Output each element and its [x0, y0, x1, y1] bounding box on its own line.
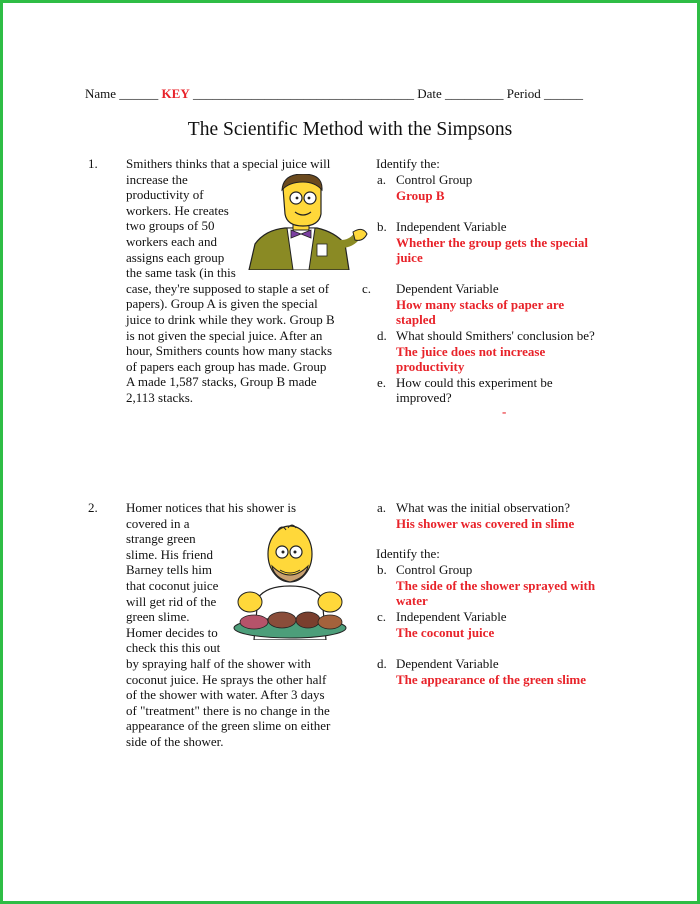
q2-scenario-line: side of the shower.: [126, 734, 224, 749]
q1-b-answer-line1: Whether the group gets the special: [396, 235, 588, 250]
q1-scenario-line: 2,113 stacks.: [126, 390, 194, 405]
q2-scenario-line: green slime.: [126, 609, 190, 625]
q2-d-letter: d.: [377, 656, 387, 671]
q1-c-prompt: Dependent Variable: [396, 281, 499, 296]
date-label: Date: [417, 86, 442, 101]
q2-scenario-line: Homer decides to: [126, 624, 218, 640]
q2-c-prompt: Independent Variable: [396, 609, 507, 624]
q1-b-letter: b.: [377, 219, 387, 234]
q1-c-letter: c.: [362, 281, 372, 296]
q2-scenario-line: strange green: [126, 531, 196, 547]
q2-identify-label: Identify the:: [376, 546, 440, 561]
q1-e-mark: -: [502, 404, 507, 419]
q2-scenario-line: covered in a: [126, 515, 190, 531]
q1-scenario-line: the same task (in this: [126, 265, 236, 281]
q1-e-letter: e.: [377, 375, 387, 390]
q1-scenario-line: productivity of: [126, 187, 204, 203]
q2-a-prompt: What was the initial observation?: [396, 500, 571, 515]
q1-b-prompt: Independent Variable: [396, 219, 507, 234]
q2-scenario-line: check this this out: [126, 640, 221, 656]
q1-scenario-line: A made 1,587 stacks, Group B made: [126, 374, 317, 390]
header-line: [85, 86, 583, 102]
q2-scenario-line: Homer notices that his shower is: [126, 500, 297, 515]
date-blank: _________: [445, 86, 504, 101]
period-blank: ______: [543, 86, 583, 101]
q1-d-answer-line2: productivity: [396, 359, 465, 374]
name-blank-1: ______: [119, 86, 159, 101]
q2-d-answer: The appearance of the green slime: [396, 672, 587, 687]
q2-a-letter: a.: [377, 500, 387, 515]
q2-scenario-line: of the shower with water. After 3 days: [126, 687, 325, 703]
q1-scenario-line: assigns each group: [126, 249, 225, 265]
q2-scenario-line: Barney tells him: [126, 562, 212, 578]
q2-b-answer-line2: water: [396, 593, 428, 608]
name-blank-2: __________________________________: [192, 86, 414, 101]
homer-illustration: [232, 520, 348, 640]
period-label: Period: [506, 86, 541, 101]
q1-number: 1.: [88, 156, 98, 171]
q1-scenario-line: two groups of 50: [126, 218, 215, 234]
q1-d-letter: d.: [377, 328, 387, 343]
q2-scenario-line: slime. His friend: [126, 546, 214, 562]
q1-a-answer: Group B: [396, 188, 445, 203]
page-title: The Scientific Method with the Simpsons: [187, 119, 513, 140]
smithers-illustration: [245, 174, 369, 270]
q2-c-letter: c.: [377, 609, 387, 624]
name-value: KEY: [161, 86, 190, 101]
q2-scenario-line: by spraying half of the shower with: [126, 656, 311, 671]
q1-c-answer-line1: How many stacks of paper are: [396, 297, 565, 312]
q2-scenario-line: of "treatment" there is no change in the: [126, 702, 330, 718]
q1-scenario-line: juice to drink while they work. Group B: [126, 312, 335, 327]
q1-a-prompt: Control Group: [396, 172, 473, 187]
name-label: Name: [85, 86, 117, 101]
q2-a-answer: His shower was covered in slime: [396, 516, 575, 531]
q1-scenario-line: workers each and: [126, 234, 217, 249]
q1-d-prompt: What should Smithers' conclusion be?: [396, 328, 595, 343]
q1-scenario-line: papers). Group A is given the special: [126, 296, 318, 312]
q1-identify-label: Identify the:: [376, 156, 440, 171]
q1-scenario-line: is not given the special juice. After an: [126, 327, 323, 343]
q1-scenario-line: increase the: [126, 171, 188, 187]
q2-scenario-line: that coconut juice: [126, 578, 219, 593]
q2-c-answer: The coconut juice: [396, 625, 495, 640]
q1-scenario-line: of papers each group has made. Group: [126, 358, 327, 374]
q1-c-answer-line2: stapled: [396, 312, 436, 327]
q2-number: 2.: [88, 500, 98, 515]
q1-scenario-line: Smithers thinks that a special juice will: [126, 156, 331, 171]
q2-b-prompt: Control Group: [396, 562, 473, 577]
q1-b-answer-line2: juice: [396, 250, 423, 265]
q1-e-prompt-line2: improved?: [396, 390, 452, 405]
q2-scenario-line: appearance of the green slime on either: [126, 718, 331, 734]
q1-scenario-line: case, they're supposed to staple a set of: [126, 280, 330, 296]
q2-b-letter: b.: [377, 562, 387, 577]
q1-e-prompt-line1: How could this experiment be: [396, 375, 553, 390]
q2-d-prompt: Dependent Variable: [396, 656, 499, 671]
q2-scenario-line: will get rid of the: [126, 593, 217, 609]
q2-b-answer-line1: The side of the shower sprayed with: [396, 578, 596, 593]
q2-scenario-line: coconut juice. He sprays the other half: [126, 671, 327, 687]
q1-d-answer-line1: The juice does not increase: [396, 344, 546, 359]
q1-scenario-line: hour, Smithers counts how many stacks: [126, 343, 333, 359]
q1-a-letter: a.: [377, 172, 387, 187]
q1-scenario-line: workers. He creates: [126, 202, 229, 218]
